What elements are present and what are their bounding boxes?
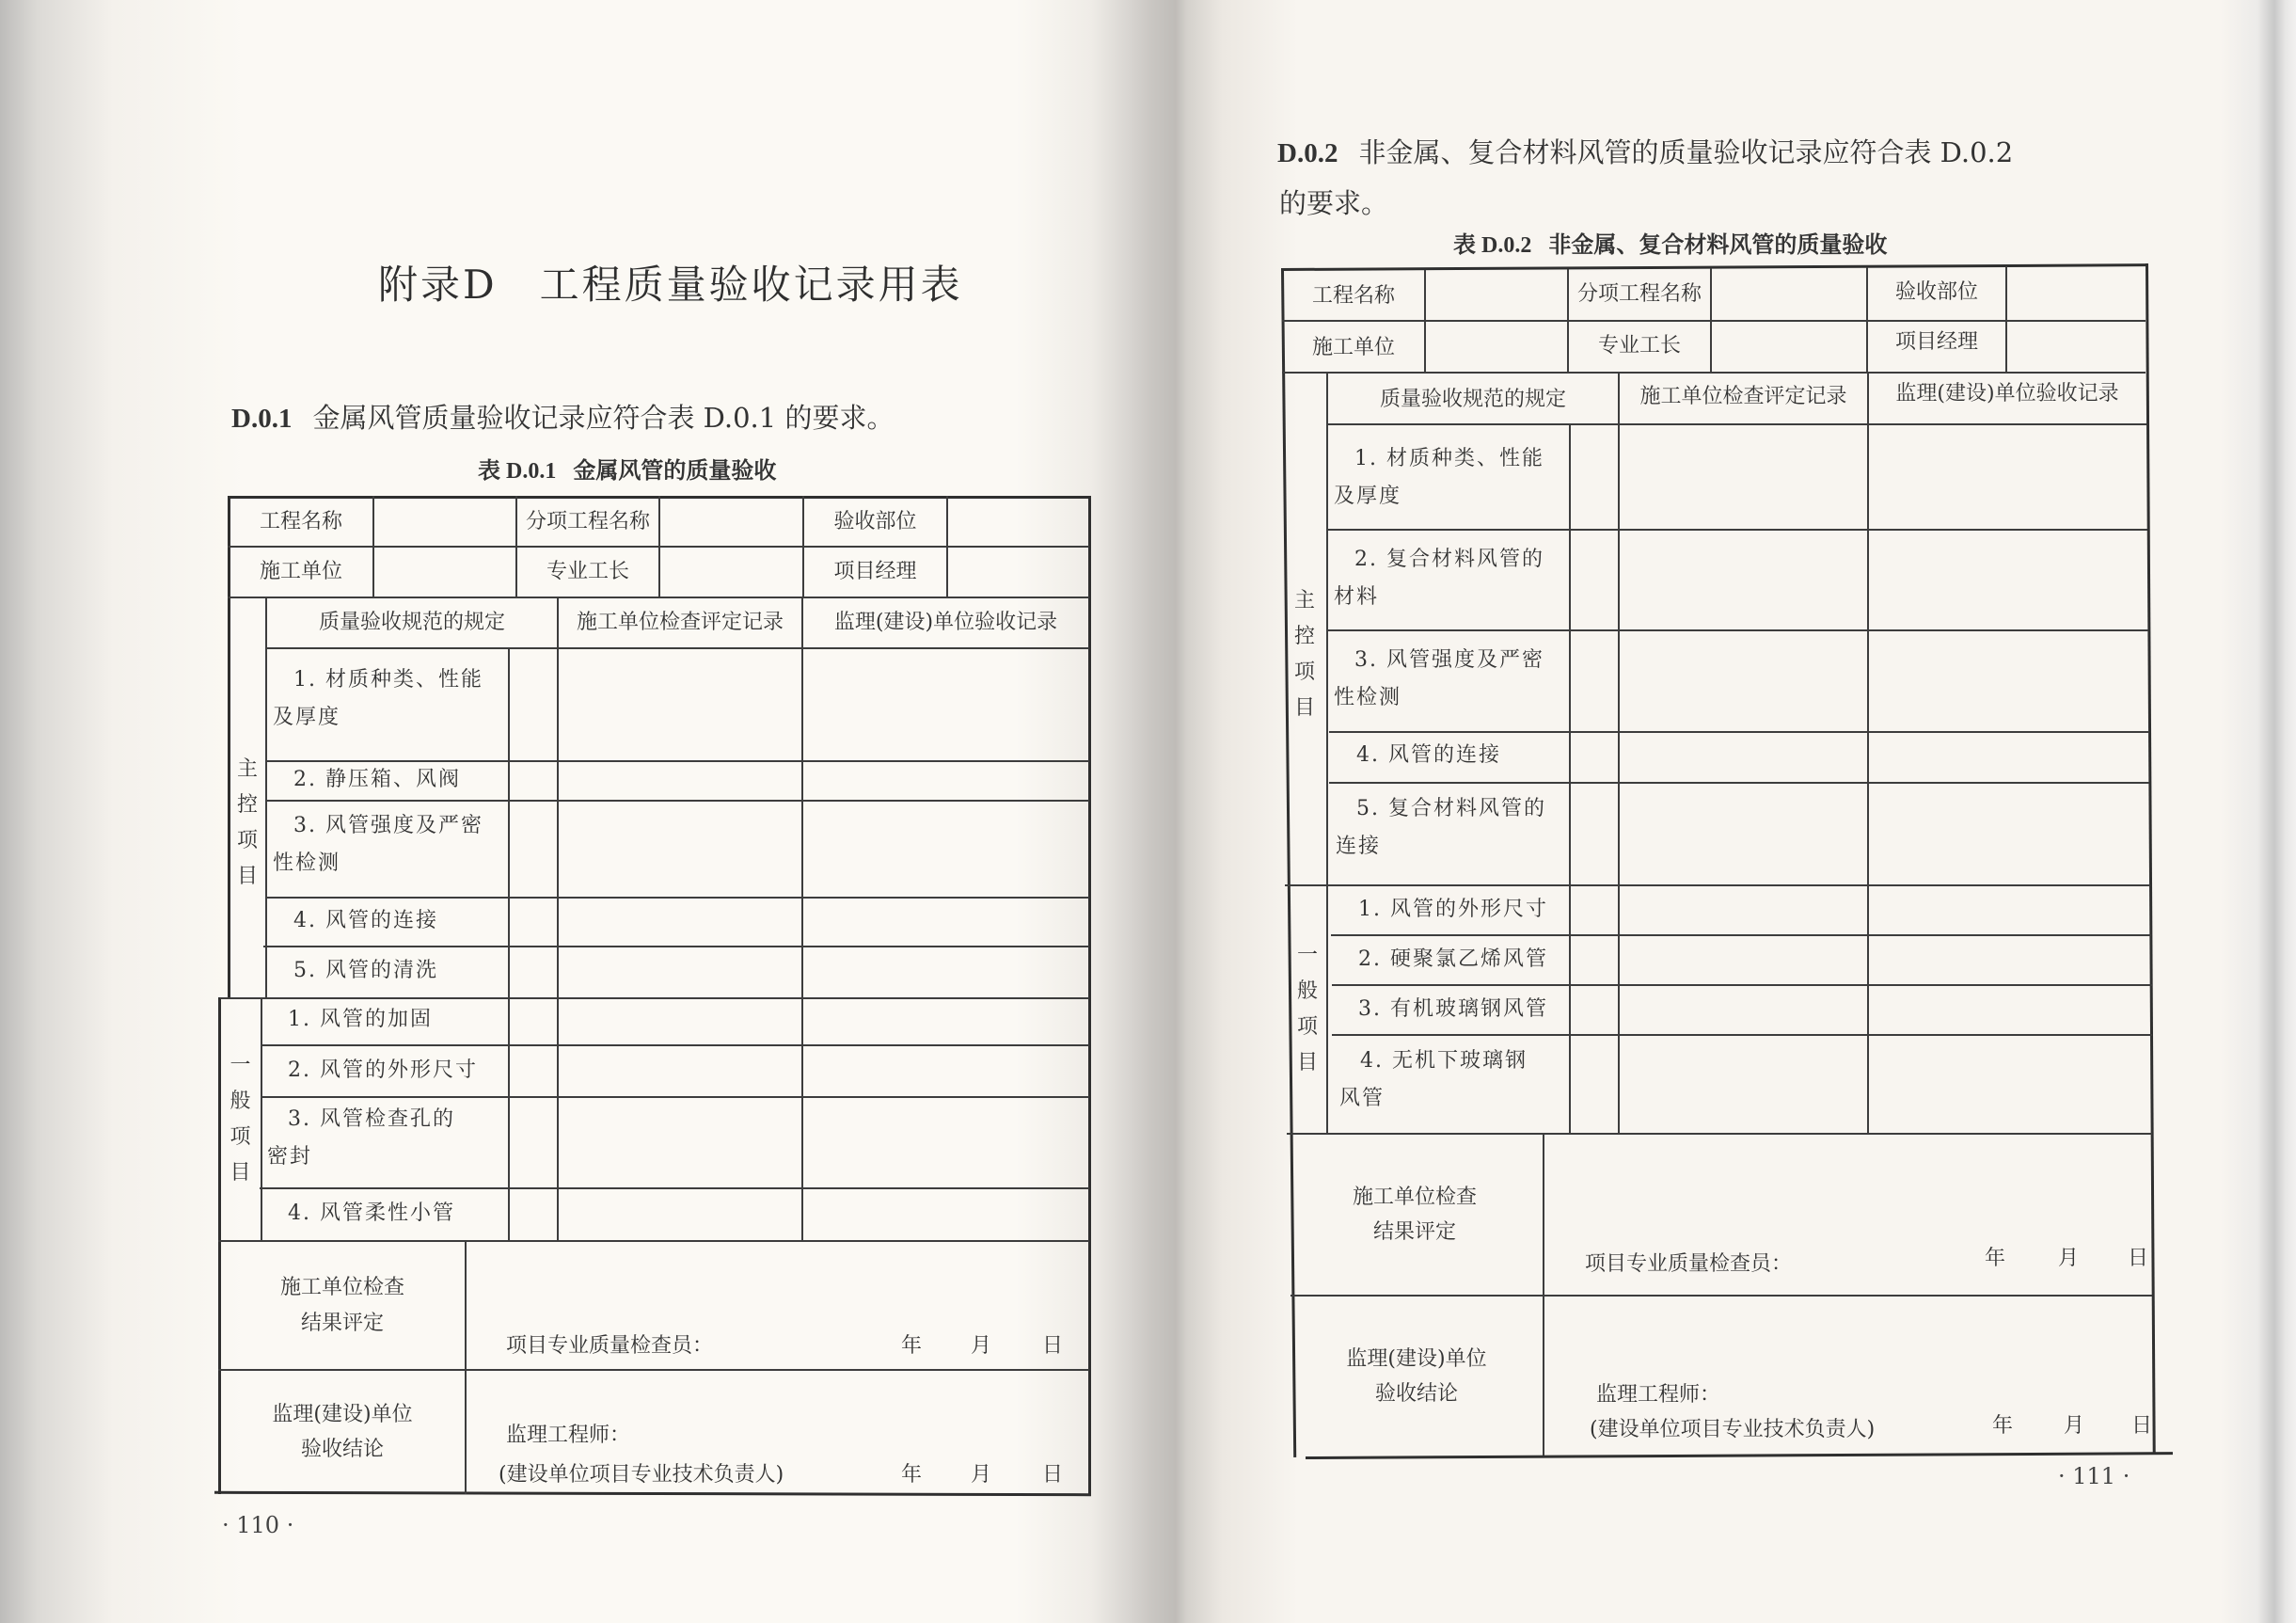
label-project-manager: 项目经理 [833, 560, 917, 584]
date-month[interactable]: 月 [2064, 1414, 2085, 1438]
date-year[interactable]: 年 [901, 1463, 923, 1487]
field-inspection-location[interactable] [948, 498, 1088, 546]
label-char: 目 [230, 1161, 251, 1185]
header-contractor-record: 施工单位检查评定记录 [1639, 385, 1847, 409]
row-line [1331, 934, 2151, 936]
label-construction-unit: 施工单位 [1311, 336, 1395, 360]
label-char: 般 [230, 1090, 251, 1113]
table-caption-title: 金属风管的质量验收 [573, 456, 777, 484]
general-item-3: 3. 有机玻璃钢风管 [1358, 997, 1548, 1021]
general-item-2: 2. 硬聚氯乙烯风管 [1358, 947, 1548, 971]
label-line: 验收结论 [1374, 1382, 1458, 1406]
table-caption [1453, 226, 1887, 259]
label-foreman: 专业工长 [546, 560, 629, 584]
date-month[interactable]: 月 [971, 1463, 992, 1487]
appendix-title: 附录D 工程质量验收记录用表 [378, 262, 963, 308]
row-line [263, 946, 1089, 947]
clause-d01 [231, 397, 894, 436]
label-line: 施工单位检查 [1352, 1185, 1477, 1209]
contractor-result-label [220, 1242, 465, 1369]
label-char: 主 [236, 757, 258, 781]
main-item-1: 1. 材质种类、性能 及厚度 [1334, 447, 1544, 508]
label-project-name: 工程名称 [259, 509, 342, 533]
main-item-2: 2. 静压箱、风阀 [293, 768, 461, 791]
label-char: 一 [1296, 944, 1318, 967]
col-line [265, 597, 267, 999]
row-line [1285, 884, 2150, 886]
label-char: 项 [1296, 1015, 1318, 1039]
table-caption-number: 表 D.0.2 [1453, 233, 1532, 258]
label-char: 控 [236, 793, 258, 817]
header-supervisor-record: 监理(建设)单位验收记录 [1895, 382, 2119, 406]
date-day[interactable]: 日 [1042, 1463, 1064, 1487]
field-foreman[interactable] [660, 548, 802, 597]
row-line [220, 997, 1089, 999]
label-line: 结果评定 [300, 1311, 384, 1335]
general-item-1: 1. 风管的外形尺寸 [1358, 898, 1548, 921]
supervising-engineer-signature[interactable]: 监理工程师： [1596, 1383, 1721, 1407]
row-line [265, 897, 1089, 899]
row-line [1328, 629, 2148, 631]
row-line [265, 800, 1089, 802]
main-item-3: 3. 风管强度及严密 性检测 [1334, 648, 1544, 709]
row-line [1332, 984, 2152, 986]
general-item-1: 1. 风管的加固 [288, 1008, 433, 1031]
field-project-manager[interactable] [948, 548, 1088, 597]
label-line: 验收结论 [300, 1438, 384, 1461]
date-day[interactable]: 日 [2131, 1414, 2153, 1438]
clause-number: D.0.1 [231, 404, 293, 434]
field-inspection-location[interactable] [2007, 269, 2145, 316]
table-caption-number: 表 D.0.1 [478, 459, 557, 484]
row-line [260, 1187, 1089, 1189]
label-char: 般 [1296, 979, 1318, 1003]
row-line [265, 647, 1089, 649]
supervisor-result-label [220, 1371, 465, 1493]
label-char: 项 [236, 829, 258, 852]
supervising-engineer-signature[interactable]: 监理工程师： [506, 1424, 631, 1447]
date-month[interactable]: 月 [2058, 1247, 2080, 1270]
row-line [1332, 1034, 2152, 1036]
col-line [801, 597, 803, 1242]
header-spec: 质量验收规范的规定 [318, 611, 505, 635]
label-char: 一 [230, 1054, 251, 1077]
main-control-items-label [230, 649, 265, 997]
clause-number: D.0.2 [1277, 138, 1338, 168]
date-month[interactable]: 月 [971, 1334, 992, 1358]
label-subproject-name: 分项工程名称 [525, 509, 650, 533]
supervising-engineer-note: (建设单位项目专业技术负责人) [1590, 1418, 1876, 1441]
label-inspection-location: 验收部位 [833, 509, 917, 533]
label-char: 项 [1293, 660, 1315, 684]
col-line [465, 1240, 467, 1494]
field-project-manager[interactable] [2007, 318, 2145, 367]
quality-inspector-signature[interactable]: 项目专业质量检查员： [1585, 1252, 1793, 1276]
label-char: 目 [1296, 1051, 1318, 1074]
date-year[interactable]: 年 [1985, 1247, 2006, 1270]
date-year[interactable]: 年 [1992, 1414, 2014, 1438]
label-project-name: 工程名称 [1311, 284, 1395, 309]
label-line: 结果评定 [1372, 1220, 1456, 1244]
label-char: 主 [1293, 589, 1315, 613]
col-line [1867, 372, 1869, 1134]
main-item-3: 3. 风管强度及严密 性检测 [273, 814, 483, 875]
field-project-name[interactable] [374, 498, 515, 546]
row-line [261, 1096, 1089, 1098]
label-construction-unit: 施工单位 [259, 560, 342, 584]
col-line [1618, 372, 1620, 1134]
label-char: 项 [230, 1125, 251, 1149]
col-line [261, 997, 262, 1242]
row-line [1327, 529, 2147, 531]
row-line [1326, 423, 2146, 425]
field-project-name[interactable] [1426, 273, 1567, 320]
general-item-2: 2. 风管的外形尺寸 [288, 1058, 478, 1082]
supervising-engineer-note: (建设单位项目专业技术负责人) [499, 1463, 784, 1487]
supervisor-result-label [1291, 1297, 1543, 1456]
col-line [557, 597, 559, 1242]
main-item-2: 2. 复合材料风管的 材料 [1334, 548, 1544, 609]
field-construction-unit[interactable] [1426, 324, 1567, 373]
row-line [261, 1044, 1089, 1046]
general-items-label [220, 999, 261, 1240]
col-line [1543, 1133, 1544, 1456]
label-line: 施工单位检查 [279, 1276, 404, 1300]
date-year[interactable]: 年 [901, 1334, 923, 1358]
general-item-4: 4. 风管柔性小管 [288, 1201, 455, 1225]
clause-text-line1: 非金属、复合材料风管的质量验收记录应符合表 D.0.2 [1358, 136, 2014, 168]
main-item-4: 4. 风管的连接 [1356, 743, 1501, 767]
table-border [1088, 496, 1091, 1495]
contractor-result-label [1287, 1135, 1543, 1295]
label-char: 控 [1293, 625, 1315, 648]
field-foreman[interactable] [1712, 322, 1866, 371]
page-number: · 110 · [222, 1512, 294, 1538]
page-number: · 111 · [2058, 1463, 2130, 1489]
label-inspection-location: 验收部位 [1894, 280, 1978, 305]
header-supervisor-record: 监理(建设)单位验收记录 [833, 611, 1058, 635]
label-line: 监理(建设)单位 [272, 1402, 413, 1426]
col-line [508, 647, 510, 1242]
quality-inspector-signature[interactable]: 项目专业质量检查员： [506, 1334, 714, 1358]
main-item-4: 4. 风管的连接 [293, 909, 438, 932]
main-item-5: 5. 复合材料风管的 连接 [1336, 797, 1546, 858]
label-char: 目 [1293, 696, 1315, 720]
label-line: 监理(建设)单位 [1346, 1346, 1487, 1371]
row-line [1329, 731, 2149, 733]
field-construction-unit[interactable] [374, 548, 515, 597]
table-caption [478, 452, 776, 485]
label-project-manager: 项目经理 [1894, 330, 1978, 355]
field-subproject-name[interactable] [660, 498, 802, 546]
clause-d02 [1277, 132, 2013, 170]
general-items-label [1285, 886, 1330, 1133]
clause-d02-line2: 的要求。 [1279, 187, 1389, 219]
date-day[interactable]: 日 [2128, 1247, 2149, 1270]
general-item-4: 4. 无机下玻璃钢 风管 [1339, 1049, 1528, 1110]
header-spec: 质量验收规范的规定 [1379, 388, 1566, 412]
main-item-1: 1. 材质种类、性能 及厚度 [273, 668, 483, 729]
date-day[interactable]: 日 [1042, 1334, 1064, 1358]
main-item-5: 5. 风管的清洗 [293, 959, 438, 982]
label-char: 目 [236, 865, 258, 888]
row-line [1329, 782, 2149, 784]
label-subproject-name: 分项工程名称 [1576, 282, 1702, 307]
general-item-3: 3. 风管检查孔的 密封 [267, 1107, 455, 1169]
label-foreman: 专业工长 [1597, 334, 1681, 358]
main-control-items-label [1283, 425, 1326, 884]
field-subproject-name[interactable] [1712, 271, 1866, 318]
clause-text: 金属风管质量验收记录应符合表 D.0.1 的要求。 [312, 402, 895, 434]
header-contractor-record: 施工单位检查评定记录 [576, 611, 784, 635]
table-caption-title: 非金属、复合材料风管的质量验收 [1548, 231, 1888, 258]
